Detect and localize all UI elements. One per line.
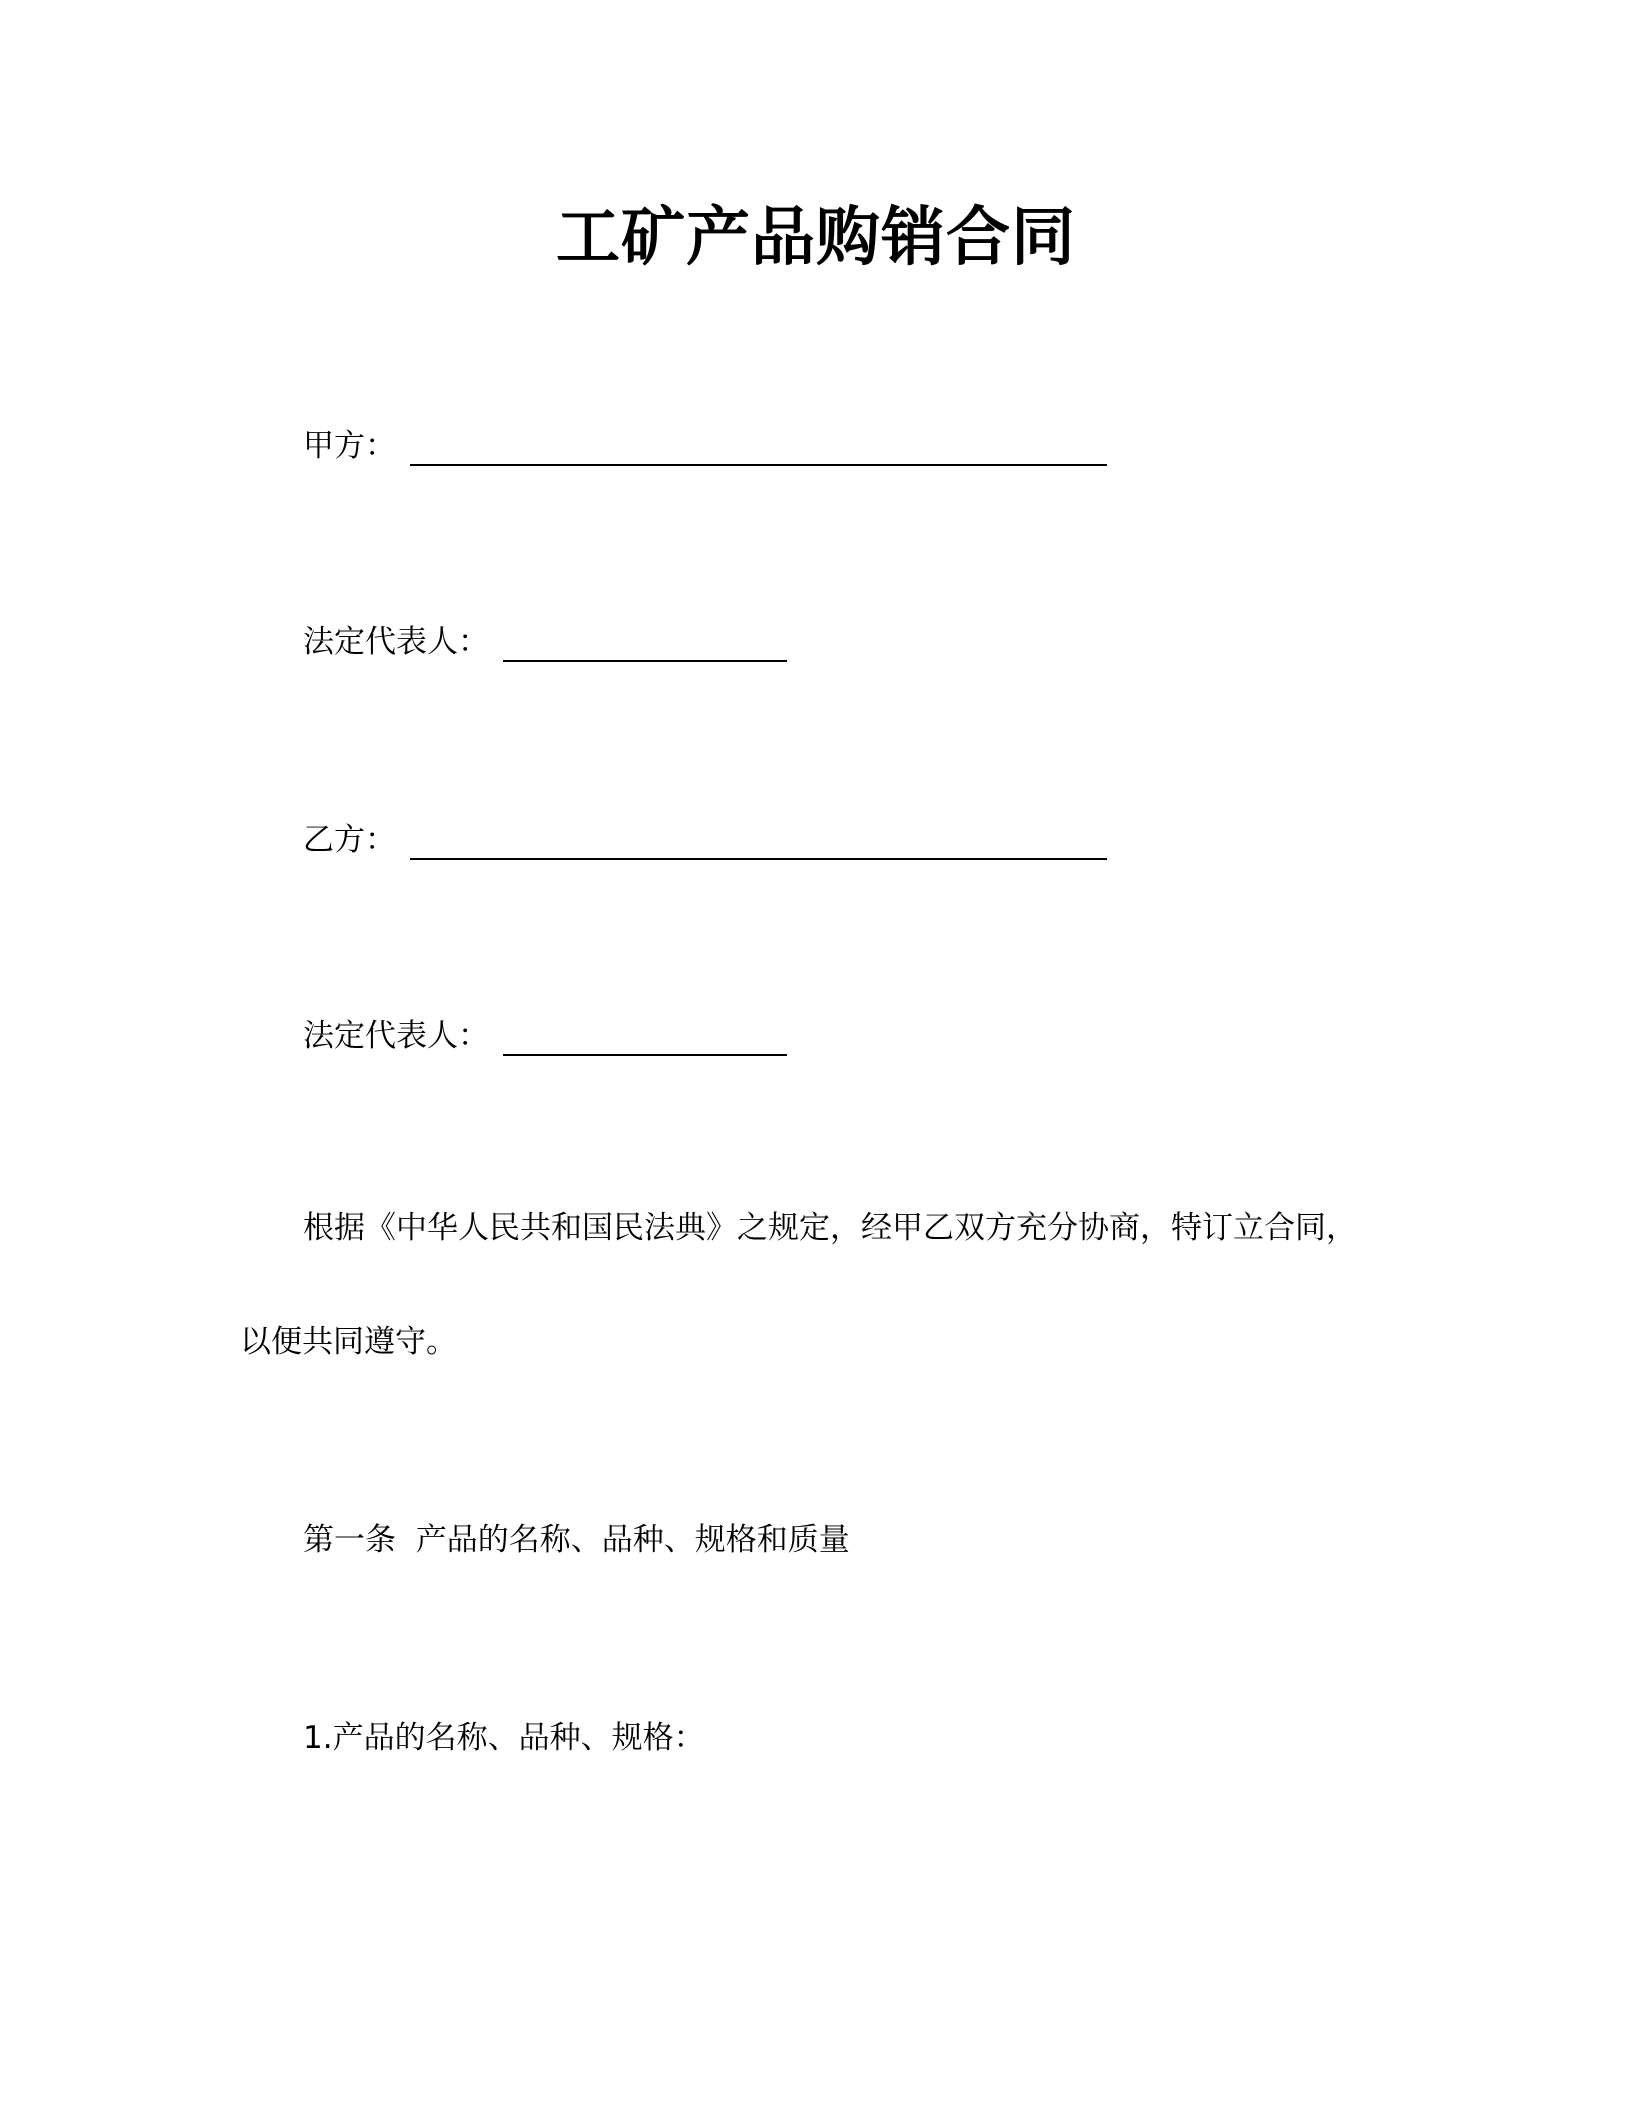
party-a-rep-field [303, 614, 787, 662]
party-a-blank[interactable] [410, 434, 1107, 466]
party-b-label: 乙方： [303, 822, 396, 858]
party-b-rep-field [303, 1008, 787, 1056]
party-b-rep-blank[interactable] [503, 1024, 787, 1056]
preamble-line-1: 根据《中华人民共和国民法典》之规定，经甲乙双方充分协商，特订立合同， [303, 1210, 1357, 1246]
party-b-field [303, 812, 1107, 860]
party-b-blank[interactable] [410, 828, 1107, 860]
party-b-rep-label: 法定代表人： [303, 1018, 489, 1054]
party-a-rep-label: 法定代表人： [303, 624, 489, 660]
party-a-rep-blank[interactable] [503, 630, 787, 662]
party-a-label: 甲方： [303, 428, 396, 464]
preamble-line-2: 以便共同遵守。 [240, 1324, 457, 1360]
article-1-heading: 第一条 产品的名称、品种、规格和质量 [303, 1522, 850, 1558]
contract-title: 工矿产品购销合同 [556, 201, 1076, 275]
party-a-field [303, 418, 1107, 466]
article-1-item-1: 1.产品的名称、品种、规格： [303, 1720, 705, 1756]
